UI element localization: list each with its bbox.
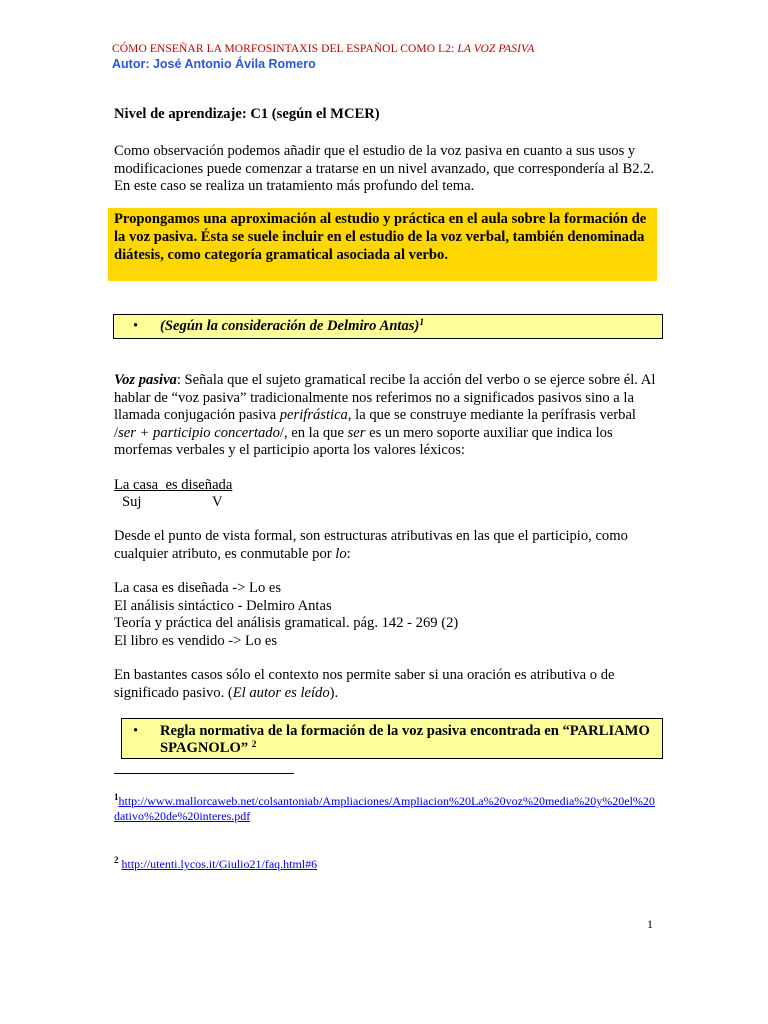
example-line: Teoría y práctica del análisis gramatical. pág. 142 - 269 (2) bbox=[114, 615, 459, 632]
footnote-link-1[interactable]: http://www.mallorcaweb.net/colsantoniab/Ampliaciones/Ampliacion%20La%20voz%20media%20y%20el%20dativo%20de%20interes.pdf bbox=[114, 794, 655, 823]
example-subject: La casa bbox=[114, 477, 159, 493]
intro-paragraph: Como observación podemos añadir que el estudio de la voz pasiva en cuanto a sus usos y modificaciones puede comenzar a tratarse en un nivel avanzado, que correspondería al B2.2. En este caso se realiza un tratamiento más profundo del tema. bbox=[114, 143, 655, 195]
definition-paragraph: Voz pasiva: Señala que el sujeto gramatical recibe la acción del verbo o se ejerce sobre él. Al hablar de “voz pasiva” tradicionalmente nos referimos no a significados pasivos sino a la llamada conjugación pasiva perifrástica, la que se construye mediante la perífrasis verbal /ser + participio concertado/, en la que ser es un mero soporte auxiliar que indica los morfemas verbales y el participio aporta los valores léxicos: bbox=[114, 372, 656, 459]
example-line: La casa es diseñada -> Lo es bbox=[114, 580, 282, 596]
footnote-divider bbox=[114, 773, 294, 774]
note-box-text: Regla normativa de la formación de la voz pasiva encontrada en “PARLIAMO SPAGNOLO” $^2$ bbox=[160, 723, 650, 757]
document-author: Autor: José Antonio Ávila Romero bbox=[112, 57, 316, 71]
highlight-text: Propongamos una aproximación al estudio y práctica en el aula sobre la formación de la voz pasiva. Ésta se suele incluir en el estudio de la voz verbal, también denominada diátesis, como categoría gramatical asociada al verbo. bbox=[114, 211, 647, 264]
note-box-text: (Según la consideración de Delmiro Antas)$^1$ bbox=[160, 317, 425, 334]
example-line: El análisis sintáctico - Delmiro Antas bbox=[114, 597, 332, 614]
example-line: El libro es vendido -> Lo es bbox=[114, 632, 278, 649]
definition-term: Voz pasiva bbox=[114, 372, 177, 388]
example-verb-label: V bbox=[212, 494, 223, 510]
example-sentence bbox=[114, 477, 232, 495]
formal-paragraph: Desde el punto de vista formal, son estructuras atributivas en las que el participio, como cualquier atributo, es conmutable por lo: bbox=[114, 528, 628, 562]
context-paragraph: En bastantes casos sólo el contexto nos permite saber si una oración es atributiva o de significado pasivo. (El autor es leído). bbox=[114, 667, 615, 701]
footnote-2 bbox=[114, 857, 659, 872]
examples-list bbox=[114, 580, 659, 650]
learning-level-heading: Nivel de aprendizaje: C1 (según el MCER) bbox=[114, 106, 380, 122]
example-subject-label: Suj bbox=[122, 494, 142, 510]
note-box-parliamo-spagnolo bbox=[121, 718, 663, 759]
footnote-1 bbox=[114, 794, 659, 823]
bullet-icon: • bbox=[133, 318, 139, 334]
note-box-delmiro-antas bbox=[113, 314, 663, 339]
bullet-icon: • bbox=[133, 723, 139, 739]
header-title-italic: LA VOZ PASIVA bbox=[457, 43, 535, 55]
footnote-ref-2[interactable]: 2 bbox=[251, 740, 257, 751]
document-header-title: CÓMO ENSEÑAR LA MORFOSINTAXIS DEL ESPAÑOL COMO L2: LA VOZ PASIVA bbox=[112, 43, 535, 55]
footnote-number: 1 bbox=[114, 792, 119, 803]
page-number: 1 bbox=[647, 917, 653, 931]
footnote-number: 2 bbox=[114, 855, 119, 866]
footnote-link-2[interactable]: http://utenti.lycos.it/Giulio21/faq.html#6 bbox=[121, 857, 318, 871]
example-verb: es diseñada bbox=[165, 477, 233, 493]
footnote-ref-1[interactable]: 1 bbox=[419, 317, 425, 328]
